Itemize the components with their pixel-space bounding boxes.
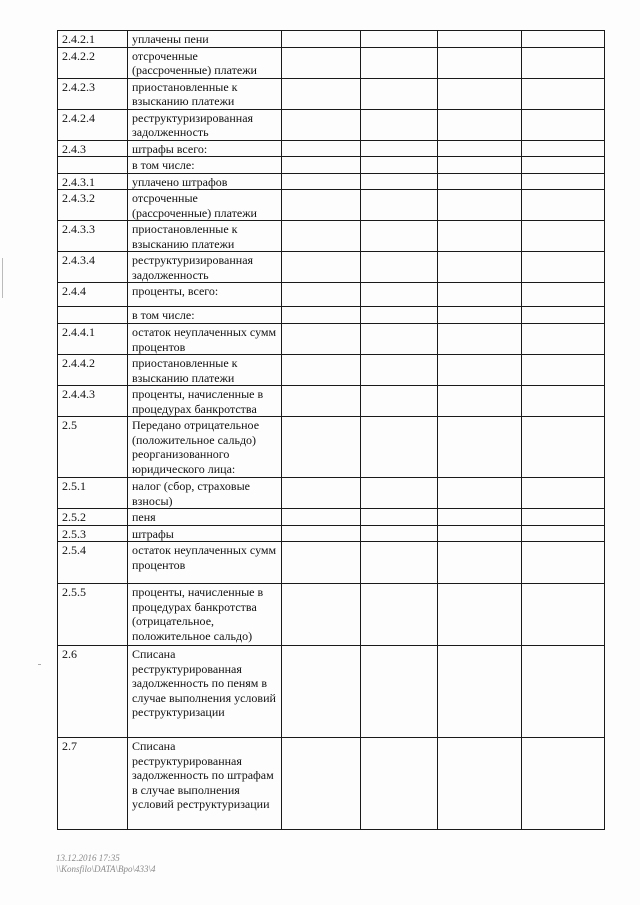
- row-name: в том числе:: [128, 157, 282, 174]
- row-name: отсроченные (рассроченные) платежи: [128, 47, 282, 78]
- value-cell: [522, 173, 605, 190]
- value-cell: [522, 31, 605, 48]
- value-cell: [282, 386, 361, 417]
- value-cell: [282, 31, 361, 48]
- value-cell: [282, 252, 361, 283]
- value-cell: [522, 307, 605, 324]
- row-name: реструктуризированная задолженность: [128, 109, 282, 140]
- row-number: 2.4.4.3: [58, 386, 128, 417]
- row-number: 2.4.3.3: [58, 221, 128, 252]
- value-cell: [282, 173, 361, 190]
- row-number: [58, 307, 128, 324]
- table-row: [58, 157, 605, 174]
- value-cell: [282, 140, 361, 157]
- row-name: пеня: [128, 509, 282, 526]
- row-name: остаток неуплаченных сумм процентов: [128, 542, 282, 584]
- value-cell: [361, 221, 438, 252]
- value-cell: [361, 386, 438, 417]
- value-cell: [522, 78, 605, 109]
- value-cell: [361, 252, 438, 283]
- value-cell: [522, 509, 605, 526]
- value-cell: [282, 190, 361, 221]
- row-number: 2.6: [58, 646, 128, 738]
- value-cell: [282, 355, 361, 386]
- value-cell: [361, 646, 438, 738]
- row-name: приостановленные к взысканию платежи: [128, 221, 282, 252]
- value-cell: [282, 478, 361, 509]
- row-number: 2.5.1: [58, 478, 128, 509]
- value-cell: [361, 738, 438, 830]
- value-cell: [522, 109, 605, 140]
- table-row: [58, 324, 605, 355]
- value-cell: [522, 252, 605, 283]
- table-row: [58, 140, 605, 157]
- value-cell: [282, 324, 361, 355]
- row-name: проценты, начисленные в процедурах банкротства (отрицательное, положительное сальдо): [128, 584, 282, 646]
- value-cell: [522, 584, 605, 646]
- value-cell: [361, 584, 438, 646]
- value-cell: [438, 417, 522, 478]
- value-cell: [438, 355, 522, 386]
- print-footer: [56, 853, 156, 875]
- row-number: 2.5.4: [58, 542, 128, 584]
- table-row: [58, 307, 605, 324]
- print-timestamp: 13.12.2016 17:35: [56, 853, 120, 863]
- row-name: уплачены пени: [128, 31, 282, 48]
- value-cell: [438, 542, 522, 584]
- row-number: 2.4.4.2: [58, 355, 128, 386]
- value-cell: [361, 525, 438, 542]
- value-cell: [438, 221, 522, 252]
- value-cell: [438, 78, 522, 109]
- file-path: \\Konsfilo\DATA\Bpo\433\4: [56, 864, 156, 874]
- value-cell: [522, 140, 605, 157]
- value-cell: [438, 252, 522, 283]
- row-name: Передано отрицательное (положительное сальдо) реорганизованного юридического лица:: [128, 417, 282, 478]
- margin-mark: [2, 258, 3, 298]
- value-cell: [522, 355, 605, 386]
- value-cell: [438, 140, 522, 157]
- value-cell: [361, 509, 438, 526]
- row-number: 2.4.3.1: [58, 173, 128, 190]
- value-cell: [282, 221, 361, 252]
- value-cell: [522, 324, 605, 355]
- value-cell: [438, 478, 522, 509]
- value-cell: [282, 78, 361, 109]
- row-number: [58, 157, 128, 174]
- table-row: [58, 109, 605, 140]
- table-row: [58, 738, 605, 830]
- value-cell: [361, 542, 438, 584]
- table-row: [58, 355, 605, 386]
- value-cell: [361, 31, 438, 48]
- value-cell: [361, 190, 438, 221]
- report-table: [57, 30, 605, 830]
- value-cell: [438, 173, 522, 190]
- row-number: 2.4.4: [58, 283, 128, 307]
- table-row: [58, 221, 605, 252]
- value-cell: [361, 355, 438, 386]
- value-cell: [522, 525, 605, 542]
- row-number: 2.4.4.1: [58, 324, 128, 355]
- value-cell: [438, 584, 522, 646]
- table-row: [58, 78, 605, 109]
- value-cell: [282, 417, 361, 478]
- row-number: 2.4.2.1: [58, 31, 128, 48]
- table-row: [58, 173, 605, 190]
- row-name: приостановленные к взысканию платежи: [128, 355, 282, 386]
- value-cell: [361, 324, 438, 355]
- value-cell: [438, 157, 522, 174]
- row-number: 2.5.5: [58, 584, 128, 646]
- row-number: 2.4.2.4: [58, 109, 128, 140]
- row-name: приостановленные к взысканию платежи: [128, 78, 282, 109]
- row-number: 2.4.2.3: [58, 78, 128, 109]
- row-number: 2.4.3: [58, 140, 128, 157]
- value-cell: [438, 190, 522, 221]
- value-cell: [361, 307, 438, 324]
- row-name: штрафы: [128, 525, 282, 542]
- value-cell: [522, 417, 605, 478]
- table-row: [58, 509, 605, 526]
- value-cell: [282, 47, 361, 78]
- value-cell: [361, 417, 438, 478]
- value-cell: [282, 584, 361, 646]
- row-name: проценты, начисленные в процедурах банкротства: [128, 386, 282, 417]
- value-cell: [522, 738, 605, 830]
- value-cell: [282, 525, 361, 542]
- value-cell: [438, 525, 522, 542]
- value-cell: [438, 509, 522, 526]
- value-cell: [361, 478, 438, 509]
- value-cell: [438, 47, 522, 78]
- value-cell: [282, 646, 361, 738]
- table-row: [58, 646, 605, 738]
- value-cell: [282, 542, 361, 584]
- row-name: в том числе:: [128, 307, 282, 324]
- value-cell: [438, 109, 522, 140]
- table-row: [58, 542, 605, 584]
- value-cell: [361, 47, 438, 78]
- value-cell: [522, 478, 605, 509]
- value-cell: [438, 283, 522, 307]
- value-cell: [361, 283, 438, 307]
- row-name: остаток неуплаченных сумм процентов: [128, 324, 282, 355]
- value-cell: [361, 140, 438, 157]
- value-cell: [438, 307, 522, 324]
- table-row: [58, 283, 605, 307]
- value-cell: [361, 157, 438, 174]
- row-name: Списана реструктурированная задолженность по штрафам в случае выполнения условий реструктуризации: [128, 738, 282, 830]
- value-cell: [522, 221, 605, 252]
- value-cell: [438, 646, 522, 738]
- value-cell: [522, 646, 605, 738]
- table-row: [58, 478, 605, 509]
- value-cell: [282, 157, 361, 174]
- row-number: 2.4.2.2: [58, 47, 128, 78]
- row-name: налог (сбор, страховые взносы): [128, 478, 282, 509]
- row-number: 2.5.3: [58, 525, 128, 542]
- row-name: отсроченные (рассроченные) платежи: [128, 190, 282, 221]
- table-row: [58, 525, 605, 542]
- table-row: [58, 252, 605, 283]
- value-cell: [361, 78, 438, 109]
- row-name: Списана реструктурированная задолженность по пеням в случае выполнения условий реструктуризации: [128, 646, 282, 738]
- value-cell: [522, 190, 605, 221]
- row-name: проценты, всего:: [128, 283, 282, 307]
- row-name: уплачено штрафов: [128, 173, 282, 190]
- margin-dot: [38, 664, 41, 665]
- value-cell: [361, 173, 438, 190]
- value-cell: [282, 509, 361, 526]
- table-row: [58, 386, 605, 417]
- row-number: 2.7: [58, 738, 128, 830]
- value-cell: [438, 738, 522, 830]
- table-row: [58, 47, 605, 78]
- row-number: 2.5.2: [58, 509, 128, 526]
- table-row: [58, 417, 605, 478]
- row-number: 2.4.3.4: [58, 252, 128, 283]
- row-number: 2.4.3.2: [58, 190, 128, 221]
- value-cell: [522, 283, 605, 307]
- table-row: [58, 190, 605, 221]
- value-cell: [522, 542, 605, 584]
- row-number: 2.5: [58, 417, 128, 478]
- value-cell: [282, 738, 361, 830]
- table-row: [58, 31, 605, 48]
- value-cell: [361, 109, 438, 140]
- value-cell: [438, 324, 522, 355]
- value-cell: [522, 386, 605, 417]
- value-cell: [282, 109, 361, 140]
- value-cell: [522, 47, 605, 78]
- value-cell: [438, 31, 522, 48]
- row-name: штрафы всего:: [128, 140, 282, 157]
- row-name: реструктуризированная задолженность: [128, 252, 282, 283]
- value-cell: [282, 283, 361, 307]
- value-cell: [522, 157, 605, 174]
- value-cell: [282, 307, 361, 324]
- value-cell: [438, 386, 522, 417]
- table-row: [58, 584, 605, 646]
